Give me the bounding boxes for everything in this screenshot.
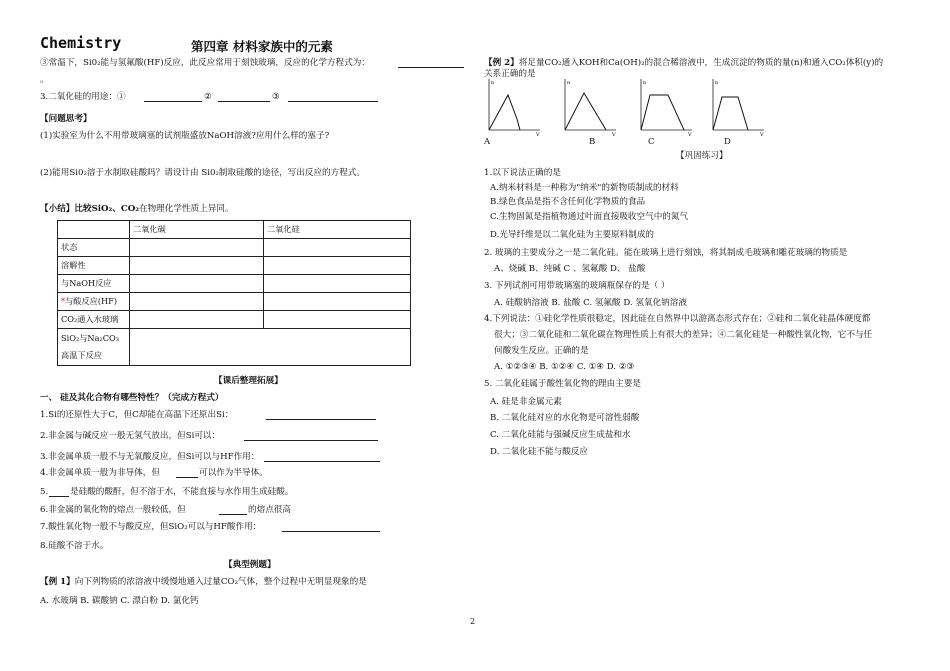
table-row (58, 275, 411, 293)
answer-cell[interactable] (264, 239, 411, 257)
summary-text: 在物理化学性质上异同。 (138, 204, 234, 214)
exercise-5: 5. 二氧化硅属于酸性氧化物的理由主要是 (484, 379, 642, 389)
row-label-text: 与酸反应(HF) (65, 296, 118, 306)
answer-cell[interactable] (264, 311, 411, 329)
row-label: 状态 (58, 239, 130, 257)
axis-label-v: V (536, 132, 540, 137)
graph-a[interactable] (484, 75, 544, 137)
row-label-text: 高温下反应 (61, 350, 102, 360)
example-1-label: 【例 1】 (40, 577, 75, 587)
uses-3: ③ (272, 92, 280, 102)
curve (489, 95, 520, 130)
item-6-tail: 的熔点很高 (248, 505, 291, 515)
example-2-text-cont: 关系正确的是 (484, 69, 536, 79)
curve (565, 93, 606, 130)
axis-label-n: n (715, 80, 719, 86)
summary-heading: 【小结】比较SiO₂、CO₂ (40, 204, 139, 214)
row-label (58, 293, 130, 311)
table-header-cell: 二氧化碳 (130, 221, 264, 239)
table-row (58, 239, 411, 257)
axis-label-v: V (612, 132, 616, 137)
example-1-line (40, 577, 367, 588)
graph-label-c: C (648, 137, 655, 147)
answer-blank[interactable] (176, 477, 198, 478)
graph-c[interactable] (636, 75, 696, 137)
item-7: 7.酸性氧化物一般不与酸反应，但SiO₂可以与HF酸作用： (40, 522, 262, 532)
question-3-tail: 。 (40, 75, 49, 85)
answer-blank[interactable] (49, 496, 69, 497)
answer-blank[interactable] (144, 101, 202, 102)
star-mark: * (61, 296, 66, 306)
exercise-5-option-d[interactable]: D. 二氧化硅不能与酸反应 (490, 447, 588, 457)
exercise-1-option-a[interactable]: A.纳米材料是一种称为"纳米"的新物质制成的材料 (490, 183, 679, 193)
answer-cell[interactable] (130, 293, 264, 311)
table-header-cell: 二氧化硅 (264, 221, 411, 239)
problem-thinking-heading: 【问题思考】 (40, 114, 92, 124)
exercise-1-option-b[interactable]: B.绿色食品是指不含任何化学物质的食品 (490, 197, 646, 207)
problem-2: (2)能用Si0₂溶于水制取硅酸吗？请设计由 Si0₂制取硅酸的途径，写出反应的方程式。 (40, 168, 366, 178)
exercise-4-options[interactable]: A. ①②③④ B. ①②④ C. ①④ D. ②③ (494, 362, 635, 372)
answer-cell[interactable] (130, 239, 264, 257)
answer-cell[interactable] (264, 257, 411, 275)
answer-blank[interactable] (264, 461, 380, 462)
axis-label-n: n (567, 80, 571, 86)
graph-b[interactable] (560, 75, 620, 137)
summary-line (40, 204, 234, 215)
axis-label-n: n (491, 80, 495, 86)
answer-cell[interactable] (130, 275, 264, 293)
table-header-cell (58, 221, 130, 239)
exercise-4-line-2: 很大；③二氧化硅和二氧化碳在物理性质上有很大的差异；④二氧化硅是一种酸性氧化物，它不与任 (494, 330, 873, 340)
exercise-5-option-c[interactable]: C. 二氧化硅能与强碱反应生成盐和水 (490, 430, 631, 440)
exercise-4-line-3: 何酸发生反应。正确的是 (494, 346, 589, 356)
table-header-row (58, 221, 411, 239)
answer-blank[interactable] (398, 67, 464, 68)
answer-blank[interactable] (218, 101, 270, 102)
table-row (58, 257, 411, 275)
exercise-1-option-d[interactable]: D.光导纤维是以二氧化硅为主要原料制成的 (490, 230, 655, 240)
answer-cell[interactable] (264, 275, 411, 293)
answer-cell[interactable] (130, 329, 411, 366)
row-label-text: SiO₂与Na₂CO₃ (61, 333, 119, 343)
consolidation-heading: 【巩固练习】 (676, 151, 728, 161)
item-8: 8.硅酸不溶于水。 (40, 541, 109, 551)
exercise-1: 1.以下说法正确的是 (484, 168, 561, 178)
exercise-1-option-c[interactable]: C.生物固氮是指植物通过叶面直接吸收空气中的氮气 (490, 212, 689, 222)
graph-label-d: D (724, 137, 731, 147)
graph-label-a: A (484, 137, 491, 147)
graph-d[interactable] (708, 75, 768, 137)
answer-blank[interactable] (244, 440, 378, 441)
answer-cell[interactable] (130, 257, 264, 275)
comparison-table (57, 220, 411, 366)
problem-1: (1)实验室为什么不用带玻璃塞的试剂瓶盛放NaOH溶液?应用什么样的塞子? (40, 131, 330, 141)
after-class-heading: 【课后整理拓展】 (214, 376, 283, 386)
table-row (58, 329, 411, 366)
answer-cell[interactable] (264, 293, 411, 311)
exercise-3: 3. 下列试剂可用带玻璃塞的玻璃瓶保存的是（ ） (484, 281, 670, 291)
exercise-4-line-1: 4.下列说法：①硅化学性质很稳定，因此硅在自然界中以游离态形式存在；②硅和二氧化硅晶体硬度都 (484, 314, 871, 324)
item-4-tail: 可以作为半导体。 (199, 468, 268, 478)
chemistry-logo: Chemistry (40, 34, 122, 52)
question-3-text: ③常温下，Si0₂能与氢氟酸(HF)反应，此反应常用于刻蚀玻璃，反应的化学方程式为： (40, 58, 370, 68)
item-3: 3.非金属单质一般不与无氧酸反应，但Si可以与HF作用： (40, 452, 260, 462)
answer-blank[interactable] (266, 419, 376, 420)
curve (641, 95, 684, 130)
item-5: 5. (40, 487, 49, 497)
example-2-text: 将足量CO₂通入KOH和Ca(OH)₂的混合稀溶液中，生成沉淀的物质的量(n)和通入CO₂体积(y)的 (518, 58, 884, 68)
item-2: 2.非金属与碱反应一般无氢气放出，但Si可以： (40, 431, 221, 441)
section-one-heading: 一、 硅及其化合物有哪些特性？（完成方程式） (40, 393, 224, 403)
axis-label-n: n (643, 80, 647, 86)
item-1: 1.Si的还原性大于C，但C却能在高温下还原出Si： (40, 410, 234, 420)
chapter-title: 第四章 材料家族中的元素 (191, 39, 333, 54)
answer-blank[interactable] (219, 514, 247, 515)
answer-cell[interactable] (130, 311, 264, 329)
table-row (58, 293, 411, 311)
exercise-3-options[interactable]: A. 硅酸钠溶液 B. 盐酸 C. 氢氟酸 D. 氢氧化钠溶液 (494, 298, 687, 308)
curve (713, 97, 748, 130)
exercise-5-option-b[interactable]: B. 二氧化硅对应的水化物是可溶性弱酸 (490, 413, 640, 423)
example-2-line (484, 58, 883, 69)
row-label: 与NaOH反应 (58, 275, 130, 293)
answer-blank[interactable] (282, 531, 380, 532)
item-6: 6.非金属的氧化物的熔点一般较低，但 (40, 505, 186, 515)
typical-examples-heading: 【典型例题】 (224, 560, 276, 570)
uses-prefix: 3.二氧化硅的用途：① (40, 92, 126, 102)
row-label: 溶解性 (58, 257, 130, 275)
exercise-2-options[interactable]: A、烧碱 B、纯碱 C 、氢氟酸 D、 盐酸 (494, 264, 646, 274)
page-number: 2 (470, 617, 476, 626)
exercise-2: 2. 玻璃的主要成分之一是二氧化硅。能在玻璃上进行刻蚀，将其制成毛玻璃和雕花玻璃的物质是 (484, 248, 848, 258)
item-4: 4.非金属单质一般为非导体，但 (40, 468, 160, 478)
table-row (58, 311, 411, 329)
row-label (58, 329, 130, 366)
uses-2: ② (204, 92, 212, 102)
example-1-text: 向下列物质的浓溶液中缓慢地通入过量CO₂气体，整个过程中无明显现象的是 (74, 577, 367, 587)
item-5-tail: 是硅酸的酸酐，但不溶于水，不能直接与水作用生成硅酸。 (70, 487, 294, 497)
answer-blank[interactable] (288, 101, 378, 102)
axis-label-v: V (760, 132, 764, 137)
example-2-label: 【例 2】 (484, 58, 519, 68)
row-label: CO₂通入水玻璃 (58, 311, 130, 329)
graph-label-b: B (589, 137, 596, 147)
axis-label-v: V (688, 132, 692, 137)
example-1-options: A. 水玻璃 B. 碳酸钠 C. 漂白粉 D. 氯化钙 (40, 596, 199, 606)
exercise-5-option-a[interactable]: A. 硅是非金属元素 (490, 397, 562, 407)
